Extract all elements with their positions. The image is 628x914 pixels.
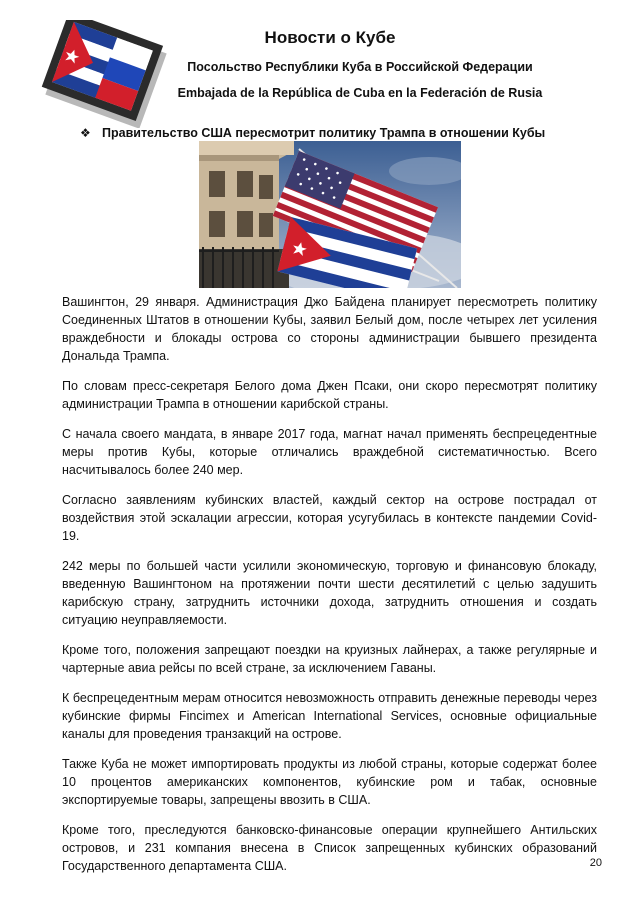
article-paragraph: 242 меры по большей части усилили экономическую, торговую и финансовую блокаду, введенную Вашингтоном на протяжении почти шести десятилетий с целью задушить карибскую страну, затруднить источники дохода, затруднить отношения и создать ситуацию неуправляемости. xyxy=(62,559,597,627)
article-paragraph: Согласно заявлениям кубинских властей, каждый сектор на острове пострадал от воздействия этой эскалации агрессии, которая усугубилась в контексте пандемии Covid-19. xyxy=(62,493,597,543)
article-headline-text: Правительство США пересмотрит политику Трампа в отношении Кубы xyxy=(102,126,546,140)
article-paragraph: Также Куба не может импортировать продукты из любой страны, которые содержат более 10 процентов американских компонентов, кубинские ром и табак, основные экспортируемые товары, запрещены ввозить в США. xyxy=(62,757,597,807)
article-headline xyxy=(80,125,600,141)
embassy-flags-photo xyxy=(199,141,461,288)
embassy-name-ru: Посольство Республики Куба в Российской Федерации xyxy=(187,60,533,74)
article-body xyxy=(62,293,597,887)
article-paragraph: К беспрецедентным мерам относится невозможность отправить денежные переводы через кубинские фирмы Fincimex и American International Services, основные официальные каналы для проведения транзакций на острове. xyxy=(62,691,597,741)
diamond-bullet-icon: ❖ xyxy=(80,126,91,140)
page-title: Новости о Кубе xyxy=(264,28,396,47)
article-paragraph: С начала своего мандата, в январе 2017 года, магнат начал применять беспрецедентные меры против Кубы, которые отличались враждебной систематичностью. Всего насчитывалось более 240 мер. xyxy=(62,427,597,477)
article-paragraph: Вашингтон, 29 января. Администрация Джо Байдена планирует пересмотреть политику Соединенных Штатов в отношении Кубы, заявил Белый дом, после четырех лет усиления враждебности и блокады острова со стороны администрации бывшего президента Дональда Трампа. xyxy=(62,295,597,363)
article-paragraph: Кроме того, преследуются банковско-финансовые операции крупнейшего Антильских островов, и 231 компания внесена в Список запрещенных кубинских образований Государственного департамента США. xyxy=(62,823,597,873)
logo-flag-icon xyxy=(40,20,172,128)
article-paragraph: Кроме того, положения запрещают поездки на круизных лайнерах, а также регулярные и чартерные авиа рейсы по всей стране, за исключением Гаваны. xyxy=(62,643,597,675)
page-number: 20 xyxy=(589,857,602,869)
embassy-name-es: Embajada de la República de Cuba en la Federación de Rusia xyxy=(177,86,543,100)
article-paragraph: По словам пресс-секретаря Белого дома Джен Псаки, они скоро пересмотрят политику администрации Трампа в отношении карибской страны. xyxy=(62,379,597,411)
